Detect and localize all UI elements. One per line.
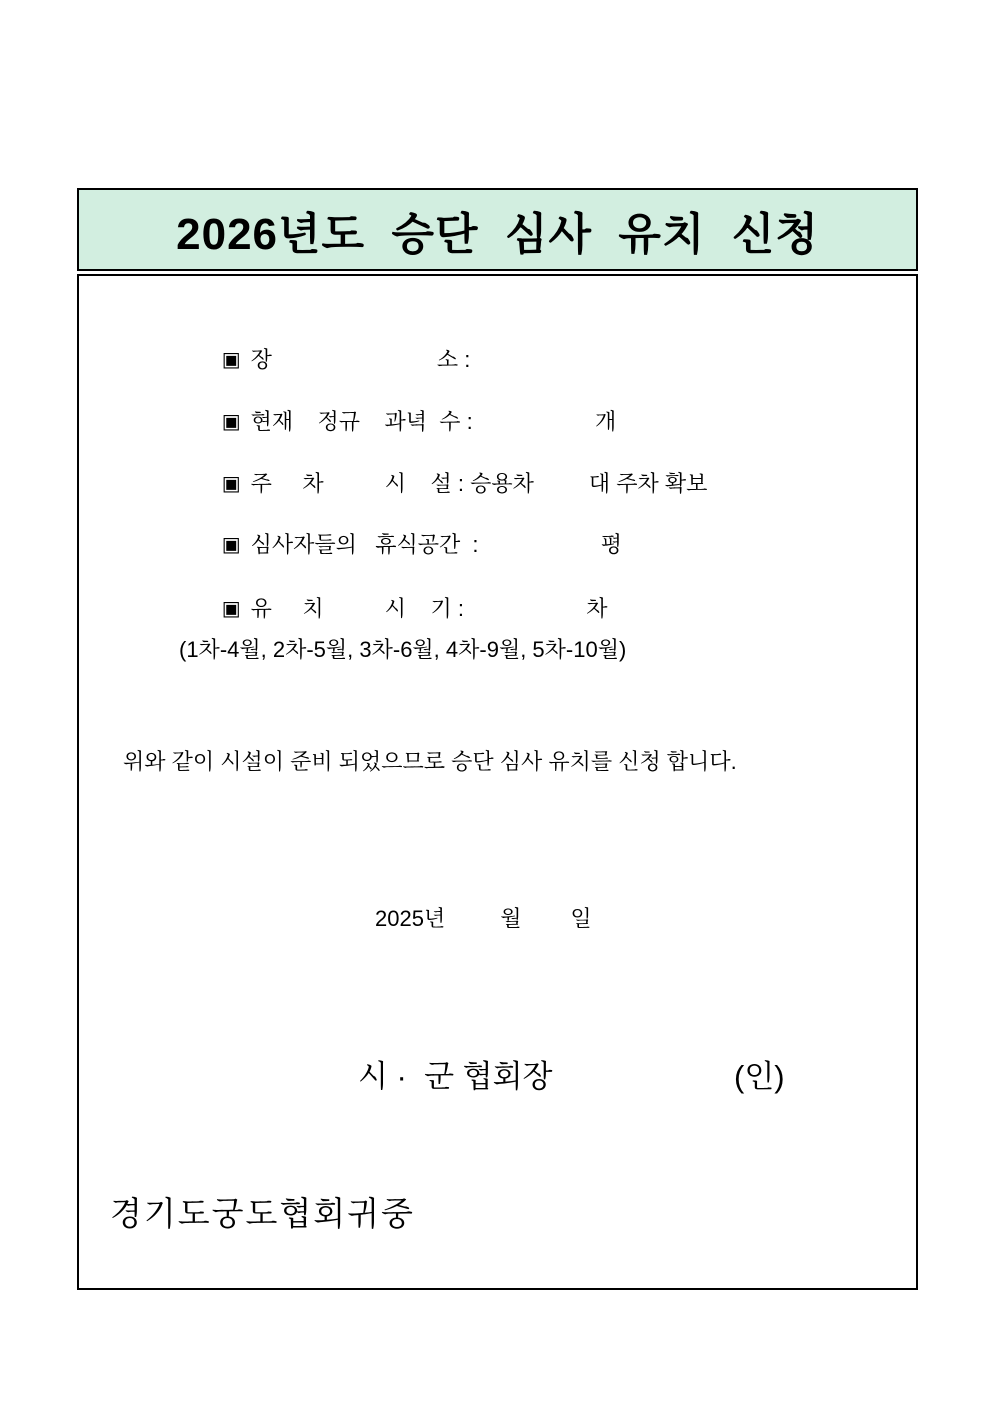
square-bullet-icon: ▣ [221, 411, 241, 433]
form-item-rest-area-text: 심사자들의 휴식공간 : 평 [250, 532, 623, 557]
square-bullet-icon: ▣ [221, 598, 241, 620]
form-item-parking-text: 주 차 시 설 : 승용차 대 주차 확보 [250, 471, 708, 496]
recipient-line: 경기도궁도협회귀중 [110, 1195, 415, 1232]
form-item-location-text: 장 소 : [250, 347, 471, 372]
square-bullet-icon: ▣ [221, 349, 241, 371]
form-item-hosting-period-text: 유 치 시 기 : 차 [250, 596, 608, 621]
form-item-target-count [185, 389, 616, 455]
form-item-parking [185, 451, 707, 517]
form-item-hosting-period [185, 576, 607, 642]
schedule-note: (1차-4월, 2차-5월, 3차-6월, 4차-9월, 5차-10월) [179, 637, 627, 662]
seal-placeholder: (인) [734, 1059, 785, 1094]
square-bullet-icon: ▣ [221, 534, 241, 556]
form-body [77, 274, 918, 1290]
form-item-target-count-text: 현재 정규 과녁 수 : 개 [250, 409, 617, 434]
form-item-rest-area [185, 512, 622, 578]
title-banner [77, 188, 918, 271]
signer-title: 시 · 군 협회장 [358, 1059, 553, 1094]
signature-line [79, 1061, 916, 1101]
square-bullet-icon: ▣ [221, 473, 241, 495]
application-statement: 위와 같이 시설이 준비 되었으므로 승단 심사 유치를 신청 합니다. [123, 749, 737, 774]
form-item-location [185, 327, 470, 393]
date-line: 2025년 월 일 [375, 906, 592, 931]
document-title: 2026년도 승단 심사 유치 신청 [176, 209, 819, 259]
